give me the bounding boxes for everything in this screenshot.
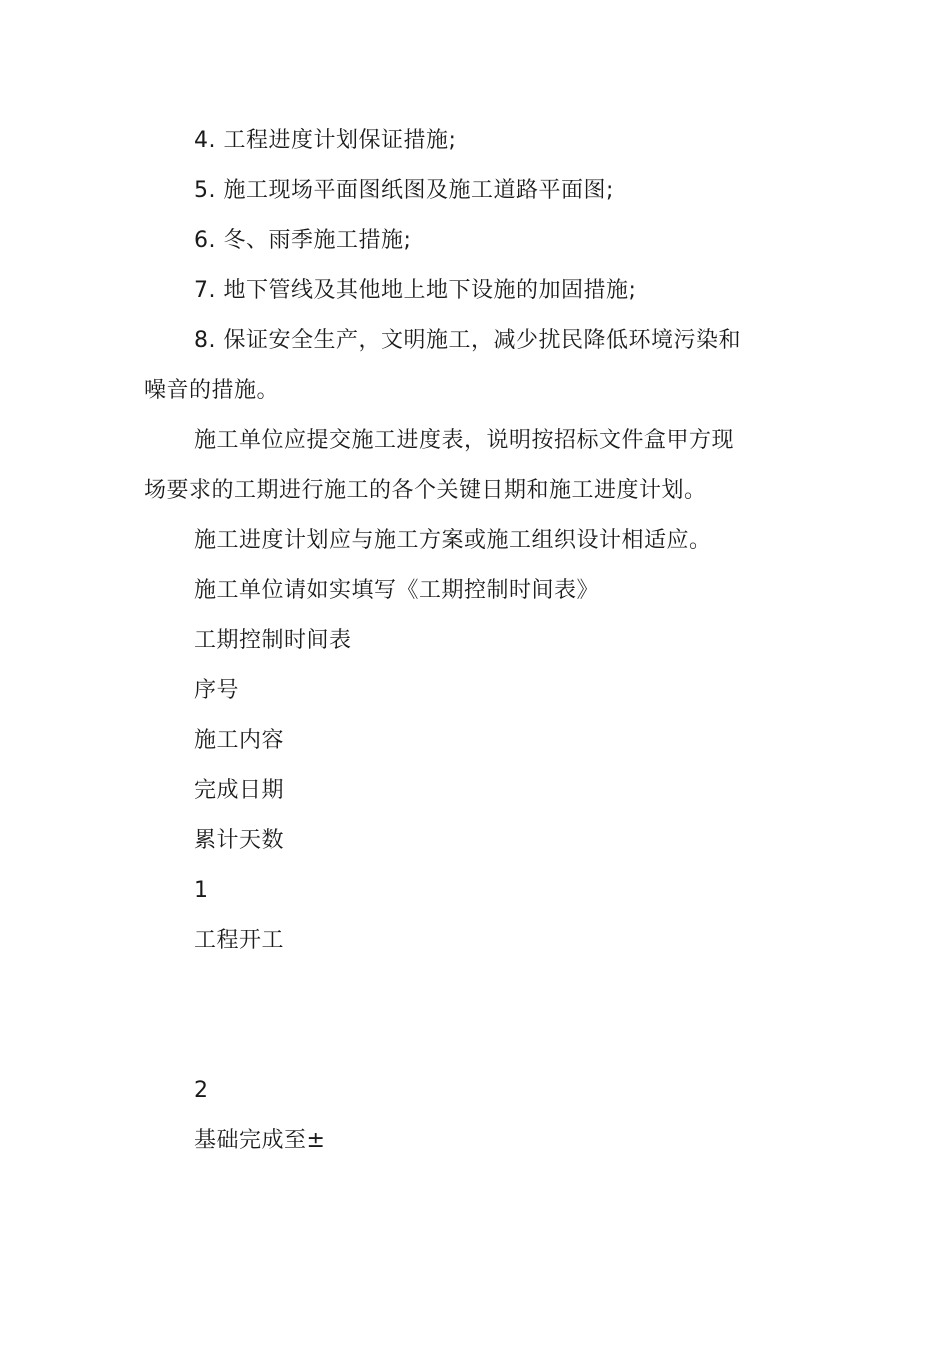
item-4-schedule-measures: 4. 工程进度计划保证措施; xyxy=(194,128,457,153)
item-6-winter-rain-measures: 6. 冬、雨季施工措施; xyxy=(194,228,412,253)
row-1-content: 工程开工 xyxy=(194,928,285,953)
column-header-completion-date: 完成日期 xyxy=(194,778,285,803)
schedule-submission-line-1: 施工单位应提交施工进度表，说明按招标文件盒甲方现 xyxy=(194,428,735,453)
item-8-safety-line-2: 噪音的措施。 xyxy=(144,378,280,403)
row-1-serial: 1 xyxy=(194,878,209,903)
column-header-cumulative-days: 累计天数 xyxy=(194,828,285,853)
item-7-pipeline-reinforcement: 7. 地下管线及其他地上地下设施的加固措施; xyxy=(194,278,637,303)
row-2-content: 基础完成至± xyxy=(194,1128,326,1153)
schedule-plan-consistency: 施工进度计划应与施工方案或施工组织设计相适应。 xyxy=(194,528,712,553)
fill-in-instruction: 施工单位请如实填写《工期控制时间表》 xyxy=(194,578,600,603)
row-2-serial: 2 xyxy=(194,1078,209,1103)
table-title: 工期控制时间表 xyxy=(194,628,352,653)
column-header-serial: 序号 xyxy=(194,678,240,703)
item-5-site-plan: 5. 施工现场平面图纸图及施工道路平面图; xyxy=(194,178,614,203)
item-8-safety-line-1: 8. 保证安全生产，文明施工，减少扰民降低环境污染和 xyxy=(194,328,741,353)
column-header-content: 施工内容 xyxy=(194,728,285,753)
schedule-submission-line-2: 场要求的工期进行施工的各个关键日期和施工进度计划。 xyxy=(144,478,707,503)
